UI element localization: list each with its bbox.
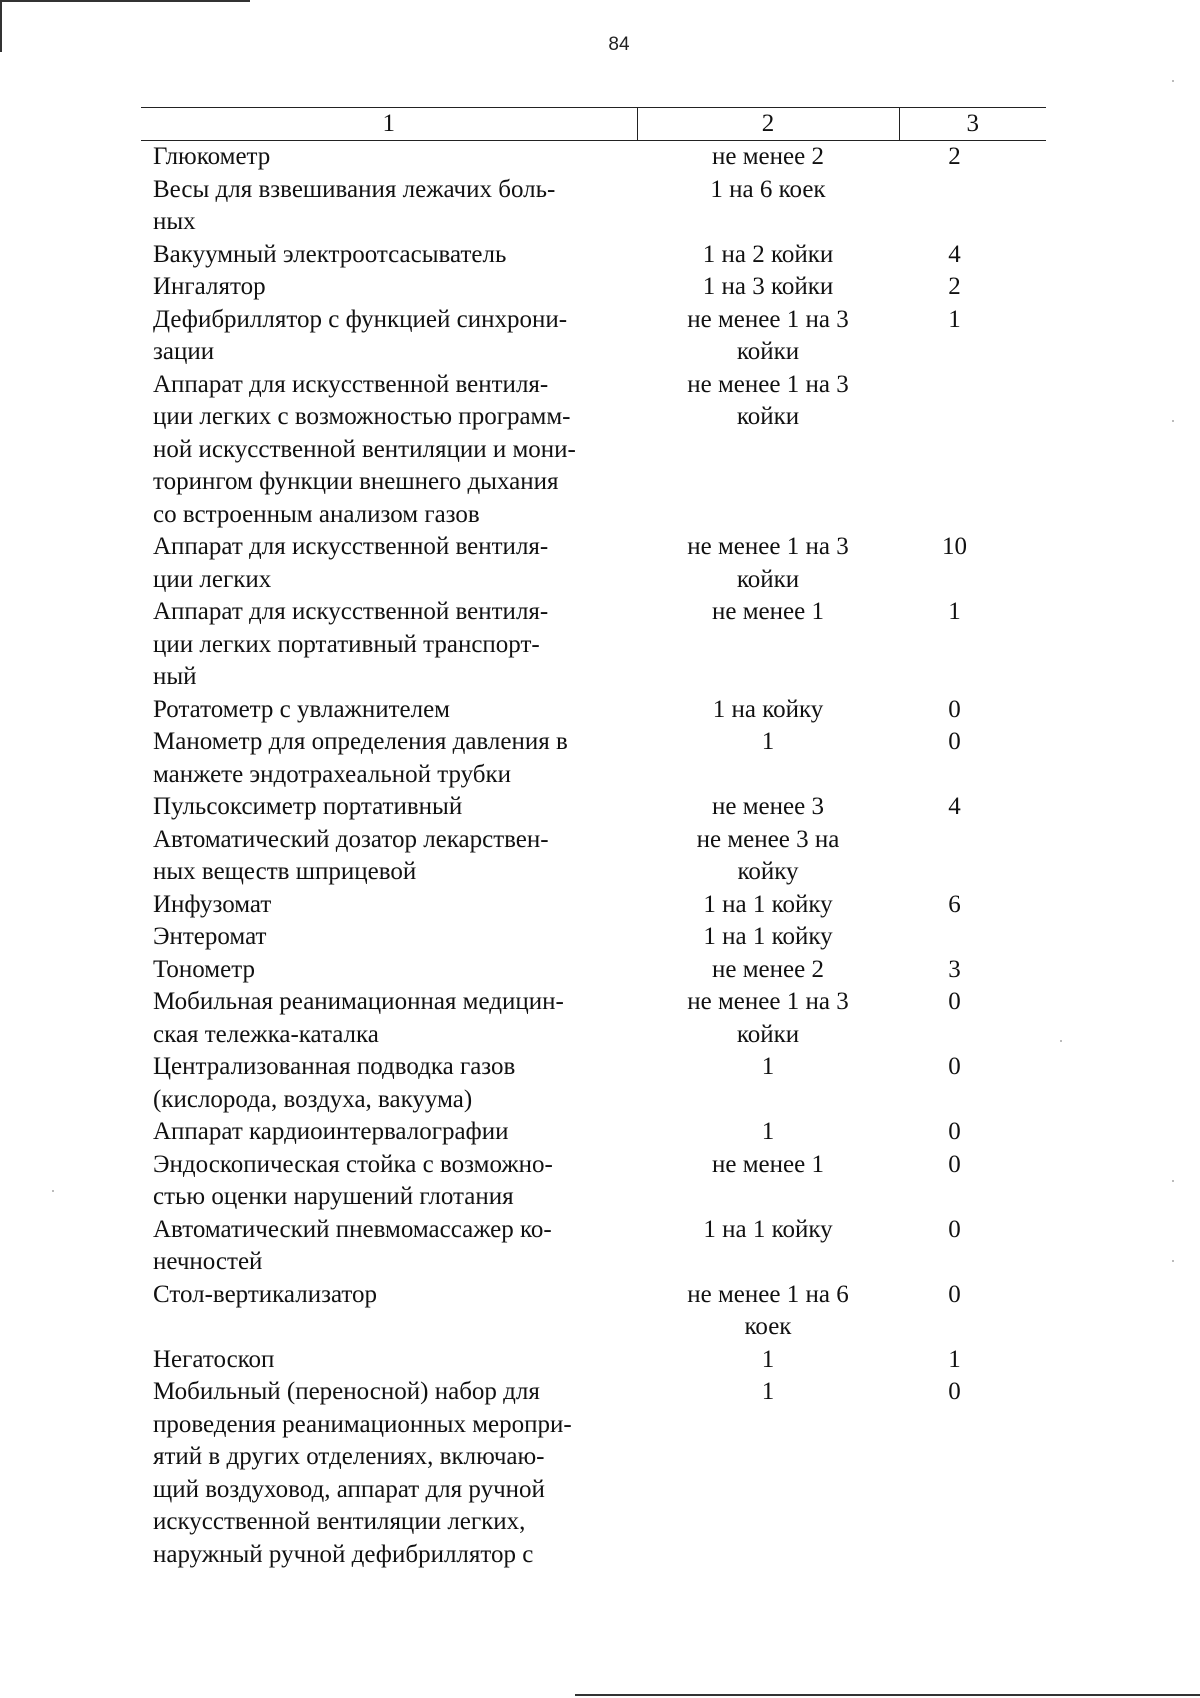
required-quantity-cell [637,824,899,889]
actual-quantity-cell-text: 1 [948,598,961,625]
actual-quantity-cell [899,694,1046,727]
equipment-name-cell [141,531,637,596]
required-quantity-cell-text: 1 на 3 койки [702,273,834,300]
required-quantity-cell-text: не менее 3 на койку [696,825,840,885]
table-row [141,1149,1046,1214]
equipment-name-cell-text: Централизованная подводка газов (кислорода, воздуха, вакуума) [153,1053,516,1113]
equipment-name-cell [141,791,637,824]
equipment-name-cell-text: Инфузомат [153,890,272,918]
equipment-name-cell [141,174,637,239]
required-quantity-cell-text: 1 на 1 койку [703,923,833,950]
equipment-name-cell-text: Аппарат кардиоинтервалографии [153,1118,509,1145]
actual-quantity-cell [899,986,1046,1051]
table-row [141,986,1046,1051]
required-quantity-cell-text: не менее 1 на 6 коек [687,1280,849,1340]
equipment-name-cell-text: Вакуумный электроотсасыватель [153,240,507,268]
actual-quantity-cell [899,596,1046,694]
actual-quantity-cell [899,921,1046,954]
required-quantity-cell [637,791,899,824]
required-quantity-cell-text: 1 [761,1345,775,1373]
table-row [141,1116,1046,1149]
table-row [141,174,1046,239]
required-quantity-cell [637,369,899,532]
actual-quantity-cell-text: 0 [948,988,961,1015]
actual-quantity-cell-text: 0 [948,1053,961,1080]
table-header [141,108,1046,141]
actual-quantity-cell-text: 0 [948,728,961,755]
actual-quantity-cell [899,1376,1046,1571]
table-row [141,141,1046,174]
required-quantity-cell [637,596,899,694]
required-quantity-cell-text: 1 [761,1053,775,1080]
required-quantity-cell-text: не менее 2 [712,143,824,170]
equipment-name-cell [141,271,637,304]
required-quantity-cell-text: не менее 2 [712,955,824,983]
required-quantity-cell [637,304,899,369]
required-quantity-cell-text: 1 на 1 койку [703,890,833,918]
table-row [141,271,1046,304]
actual-quantity-cell-text: 0 [948,1378,961,1405]
scan-speck [1172,1260,1174,1262]
equipment-name-cell [141,239,637,272]
actual-quantity-cell-text: 0 [948,1215,961,1243]
equipment-name-cell-text: Ингалятор [153,273,266,300]
equipment-name-cell-text: Мобильный (переносной) набор для проведения реанимационных меропри- ятий в других отделениях, включаю- щий воздуховод, аппарат для ручной искусственной вентиляции легких, наружный ручной дефибриллятор с [153,1378,572,1568]
required-quantity-cell [637,174,899,239]
required-quantity-cell-text: не менее 1 [712,598,824,625]
table-row [141,921,1046,954]
equipment-name-cell-text: Ротатометр с увлажнителем [153,695,450,723]
equipment-name-cell [141,596,637,694]
equipment-name-cell [141,1116,637,1149]
required-quantity-cell-text: не менее 1 на 3 койки [687,305,849,365]
actual-quantity-cell [899,1051,1046,1116]
actual-quantity-cell [899,531,1046,596]
equipment-name-cell-text: Стол-вертикализатор [153,1280,377,1308]
required-quantity-cell [637,531,899,596]
required-quantity-cell-text: не менее 1 [712,1150,824,1178]
column-header-1: 1 [141,108,637,141]
required-quantity-cell [637,726,899,791]
actual-quantity-cell [899,174,1046,239]
actual-quantity-cell [899,1116,1046,1149]
equipment-name-cell [141,1344,637,1377]
required-quantity-cell [637,1376,899,1571]
table-row [141,889,1046,922]
equipment-name-cell-text: Пульсоксиметр портативный [153,793,463,820]
actual-quantity-cell [899,1279,1046,1344]
required-quantity-cell-text: 1 на 6 коек [710,175,826,203]
equipment-name-cell-text: Энтеромат [153,923,267,950]
scan-artifact-bottom-line [575,1694,1200,1696]
actual-quantity-cell [899,304,1046,369]
equipment-name-cell-text: Глюкометр [153,143,271,170]
required-quantity-cell [637,1116,899,1149]
equipment-name-cell [141,304,637,369]
required-quantity-cell [637,1279,899,1344]
required-quantity-cell-text: 1 на койку [712,695,824,723]
table-row [141,726,1046,791]
required-quantity-cell [637,1214,899,1279]
table-row [141,791,1046,824]
table-row [141,531,1046,596]
equipment-name-cell [141,141,637,174]
actual-quantity-cell [899,1149,1046,1214]
actual-quantity-cell [899,954,1046,987]
required-quantity-cell [637,954,899,987]
required-quantity-cell [637,694,899,727]
equipment-name-cell [141,726,637,791]
actual-quantity-cell-text: 4 [948,793,961,820]
page-number: 84 [608,34,630,55]
table-row [141,1279,1046,1344]
table-body [141,141,1046,1572]
actual-quantity-cell [899,791,1046,824]
actual-quantity-cell [899,889,1046,922]
actual-quantity-cell-text: 4 [948,240,961,268]
actual-quantity-cell-text: 3 [948,955,961,983]
equipment-name-cell-text: Весы для взвешивания лежачих боль- ных [153,175,556,235]
actual-quantity-cell-text: 0 [948,1150,961,1178]
table-header-row [141,108,1046,141]
equipment-name-cell [141,986,637,1051]
table-row [141,596,1046,694]
table-row [141,1376,1046,1571]
actual-quantity-cell-text: 1 [948,1345,961,1373]
actual-quantity-cell [899,824,1046,889]
equipment-name-cell [141,889,637,922]
scan-speck [52,1190,54,1192]
scan-speck [1172,1180,1174,1182]
required-quantity-cell [637,1149,899,1214]
equipment-name-cell [141,1376,637,1571]
equipment-name-cell-text: Аппарат для искусственной вентиля- ции легких с возможностью программ- ной искусственной вентиляции и мони- торингом функции внешнего дыхания со встроенным анализом газов [153,370,576,528]
equipment-name-cell-text: Негатоскоп [153,1345,275,1373]
equipment-name-cell-text: Аппарат для искусственной вентиля- ции легких [153,533,549,593]
equipment-name-cell-text: Тонометр [153,955,255,983]
required-quantity-cell-text: 1 [761,1378,775,1405]
scan-artifact-top-line [0,0,250,2]
required-quantity-cell [637,986,899,1051]
table-row [141,1344,1046,1377]
required-quantity-cell [637,1344,899,1377]
required-quantity-cell [637,921,899,954]
table-row [141,824,1046,889]
table-row [141,1214,1046,1279]
required-quantity-cell-text: 1 на 1 койку [703,1215,833,1243]
required-quantity-cell-text: не менее 3 [712,793,824,820]
actual-quantity-cell-text: 0 [948,695,961,723]
table-row [141,954,1046,987]
equipment-name-cell-text: Эндоскопическая стойка с возможно- стью оценки нарушений глотания [153,1150,553,1210]
equipment-name-cell-text: Манометр для определения давления в манжете эндотрахеальной трубки [153,728,568,788]
required-quantity-cell-text: 1 [761,1118,775,1145]
equipment-name-cell [141,1214,637,1279]
equipment-name-cell-text: Автоматический пневмомассажер ко- нечностей [153,1215,552,1275]
actual-quantity-cell [899,271,1046,304]
actual-quantity-cell-text: 0 [948,1280,961,1308]
table-row [141,1051,1046,1116]
table-row [141,239,1046,272]
required-quantity-cell-text: 1 на 2 койки [702,240,834,268]
actual-quantity-cell [899,141,1046,174]
required-quantity-cell [637,239,899,272]
column-header-2: 2 [637,108,899,141]
required-quantity-cell [637,271,899,304]
actual-quantity-cell [899,1214,1046,1279]
actual-quantity-cell [899,239,1046,272]
scan-speck [1172,80,1174,82]
actual-quantity-cell [899,369,1046,532]
scan-speck [1060,1040,1062,1042]
equipment-name-cell [141,369,637,532]
required-quantity-cell [637,1051,899,1116]
table-row [141,369,1046,532]
equipment-name-cell-text: Аппарат для искусственной вентиля- ции легких портативный транспорт- ный [153,598,549,690]
equipment-name-cell-text: Мобильная реанимационная медицин- ская тележка-каталка [153,988,564,1048]
equipment-name-cell [141,824,637,889]
required-quantity-cell-text: не менее 1 на 3 койки [687,533,849,593]
equipment-name-cell-text: Автоматический дозатор лекарствен- ных веществ шприцевой [153,825,549,885]
equipment-name-cell [141,954,637,987]
column-header-3: 3 [899,108,1046,141]
actual-quantity-cell-text: 2 [948,143,961,170]
scan-speck [1172,420,1174,422]
equipment-name-cell-text: Дефибриллятор с функцией синхрони- зации [153,305,568,365]
table-row [141,304,1046,369]
equipment-name-cell [141,921,637,954]
actual-quantity-cell-text: 1 [948,305,961,333]
equipment-table [141,107,1046,1571]
equipment-name-cell [141,694,637,727]
table-row [141,694,1046,727]
required-quantity-cell [637,889,899,922]
actual-quantity-cell [899,726,1046,791]
equipment-name-cell [141,1149,637,1214]
equipment-name-cell [141,1051,637,1116]
required-quantity-cell-text: не менее 1 на 3 койки [687,988,849,1048]
actual-quantity-cell-text: 2 [948,273,961,300]
actual-quantity-cell-text: 10 [942,533,967,560]
actual-quantity-cell-text: 6 [948,890,961,918]
required-quantity-cell-text: не менее 1 на 3 койки [687,370,849,430]
required-quantity-cell-text: 1 [761,728,775,755]
required-quantity-cell [637,141,899,174]
actual-quantity-cell-text: 0 [948,1118,961,1145]
actual-quantity-cell [899,1344,1046,1377]
equipment-name-cell [141,1279,637,1344]
equipment-table-container [141,107,1046,1571]
